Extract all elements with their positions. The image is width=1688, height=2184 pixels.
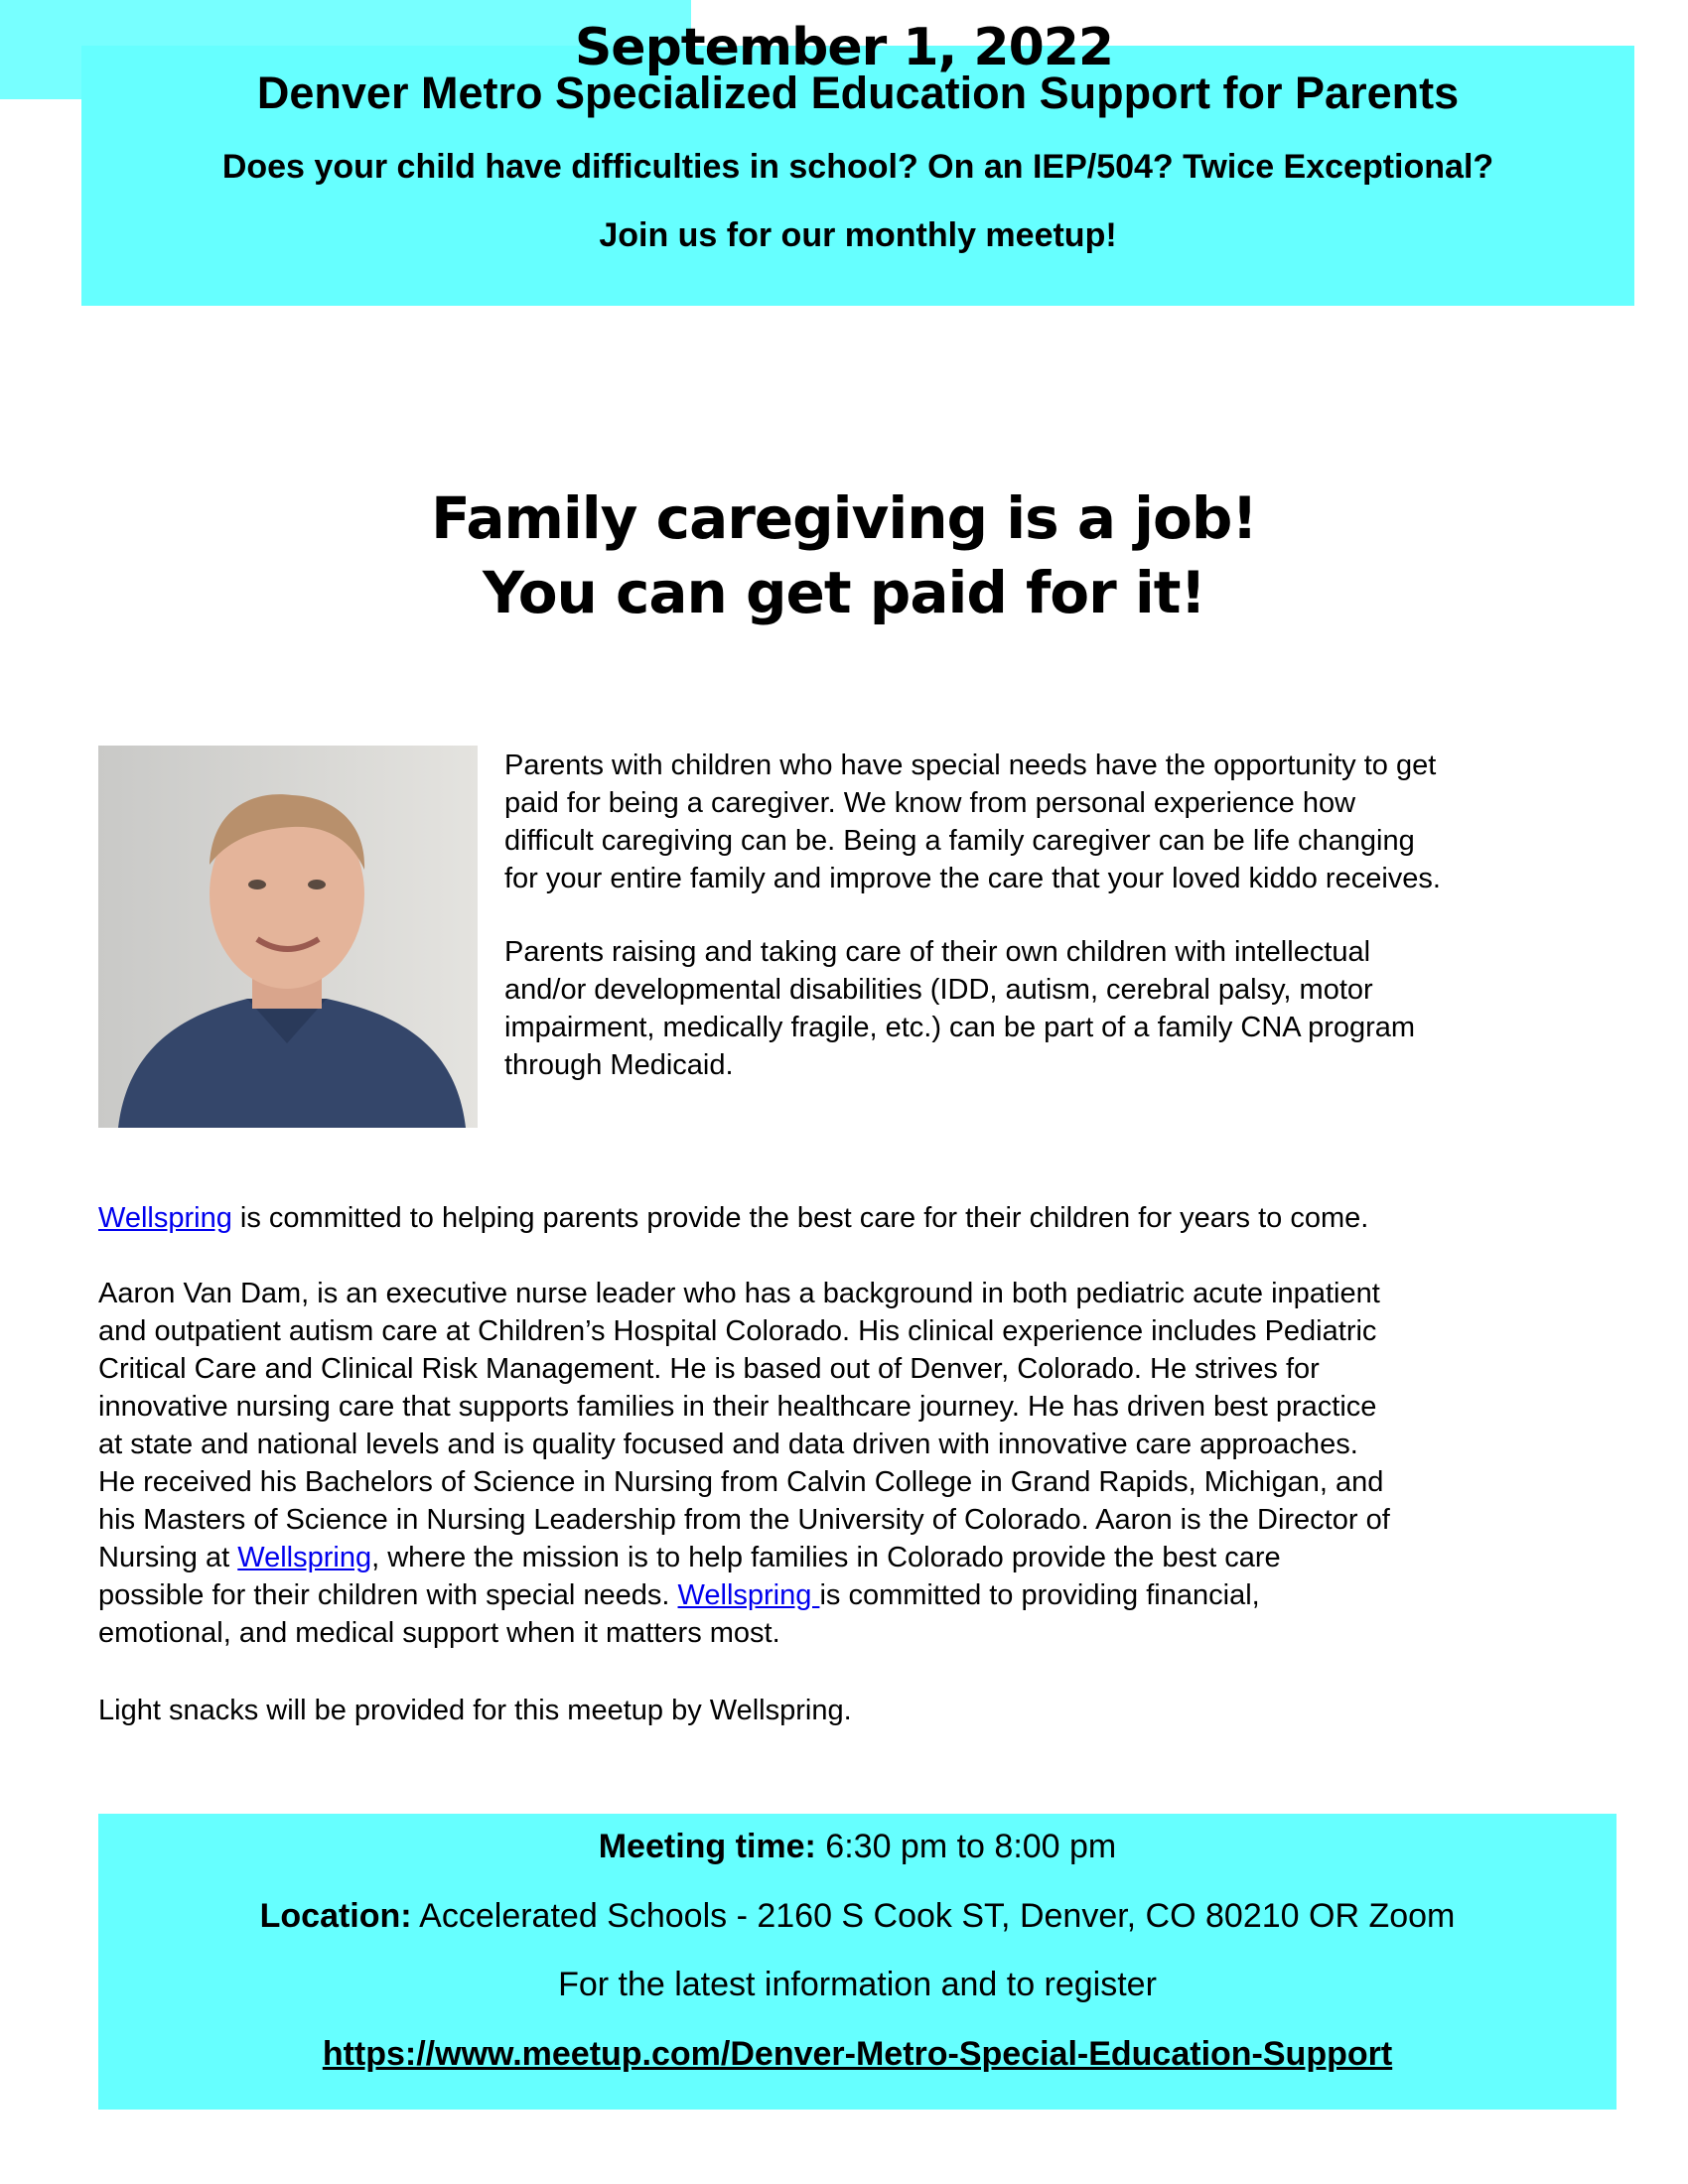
text-line: and/or developmental disabilities (IDD, autism, cerebral palsy, motor xyxy=(504,974,1373,1006)
value: 6:30 pm to 8:00 pm xyxy=(815,1828,1117,1865)
text: Nursing at xyxy=(98,1542,238,1573)
text-line: Light snacks will be provided for this meetup by Wellspring. xyxy=(98,1695,852,1726)
text-line: difficult caregiving can be. Being a family caregiver can be life changing xyxy=(504,825,1415,857)
bio-paragraph xyxy=(98,1275,1647,1652)
text-line: through Medicaid. xyxy=(504,1049,734,1081)
text-line: at state and national levels and is quality focused and data driven with innovative care approaches. xyxy=(98,1429,1358,1460)
location xyxy=(98,1897,1617,1936)
snacks-note xyxy=(98,1692,1647,1729)
text-line: Critical Care and Clinical Risk Management. He is based out of Denver, Colorado. He strives for xyxy=(98,1353,1320,1385)
intro-paragraph-1 xyxy=(504,747,1626,897)
text-line: emotional, and medical support when it matters most. xyxy=(98,1617,780,1649)
speaker-photo xyxy=(98,746,478,1128)
text-line: impairment, medically fragile, etc.) can be part of a family CNA program xyxy=(504,1012,1416,1043)
wellspring-link[interactable]: Wellspring xyxy=(677,1579,820,1611)
text: , where the mission is to help families in Colorado provide the best care xyxy=(371,1542,1281,1573)
headline-line-1: Family caregiving is a job! xyxy=(431,484,1257,552)
text-line: innovative nursing care that supports families in their healthcare journey. He has driven best practice xyxy=(98,1391,1377,1423)
header-banner xyxy=(81,46,1634,306)
page-title: Denver Metro Specialized Education Support for Parents xyxy=(256,68,1460,118)
text: is committed to providing financial, xyxy=(819,1579,1260,1611)
text-line: and outpatient autism care at Children’s Hospital Colorado. His clinical experience includes Pediatric xyxy=(98,1315,1377,1347)
meeting-info-box xyxy=(98,1814,1617,2110)
text-line: for your entire family and improve the care that your loved kiddo receives. xyxy=(504,863,1441,894)
text: possible for their children with special needs. xyxy=(98,1579,678,1611)
text-line: his Masters of Science in Nursing Leadership from the University of Colorado. Aaron is the Director of xyxy=(98,1504,1390,1536)
meeting-time xyxy=(98,1828,1617,1866)
text-line: Aaron Van Dam, is an executive nurse leader who has a background in both pediatric acute inpatient xyxy=(98,1278,1380,1309)
label: Location: xyxy=(259,1897,412,1935)
wellspring-paragraph xyxy=(98,1199,1647,1237)
subtitle: Does your child have difficulties in school? On an IEP/504? Twice Exceptional? xyxy=(221,148,1494,186)
event-date: September 1, 2022 xyxy=(574,18,1114,77)
text-line: paid for being a caregiver. We know from personal experience how xyxy=(504,787,1356,819)
label: Meeting time: xyxy=(598,1828,816,1865)
meetup-link[interactable]: https://www.meetup.com/Denver-Metro-Special-Education-Support xyxy=(322,2035,1393,2073)
headline-line-2: You can get paid for it! xyxy=(483,559,1205,626)
register-text: For the latest information and to register xyxy=(558,1966,1157,2003)
wellspring-link[interactable]: Wellspring xyxy=(98,1202,232,1234)
text-line: He received his Bachelors of Science in Nursing from Calvin College in Grand Rapids, Michigan, and xyxy=(98,1466,1384,1498)
invite-text: Join us for our monthly meetup! xyxy=(599,216,1117,254)
text-line: Parents raising and taking care of their own children with intellectual xyxy=(504,936,1371,968)
value: Accelerated Schools - 2160 S Cook ST, Denver, CO 80210 OR Zoom xyxy=(411,1897,1456,1935)
wellspring-link[interactable]: Wellspring xyxy=(237,1542,372,1573)
text: is committed to helping parents provide the best care for their children for years to come. xyxy=(231,1202,1369,1234)
text-line: Parents with children who have special needs have the opportunity to get xyxy=(504,750,1437,781)
intro-paragraph-2 xyxy=(504,933,1626,1084)
